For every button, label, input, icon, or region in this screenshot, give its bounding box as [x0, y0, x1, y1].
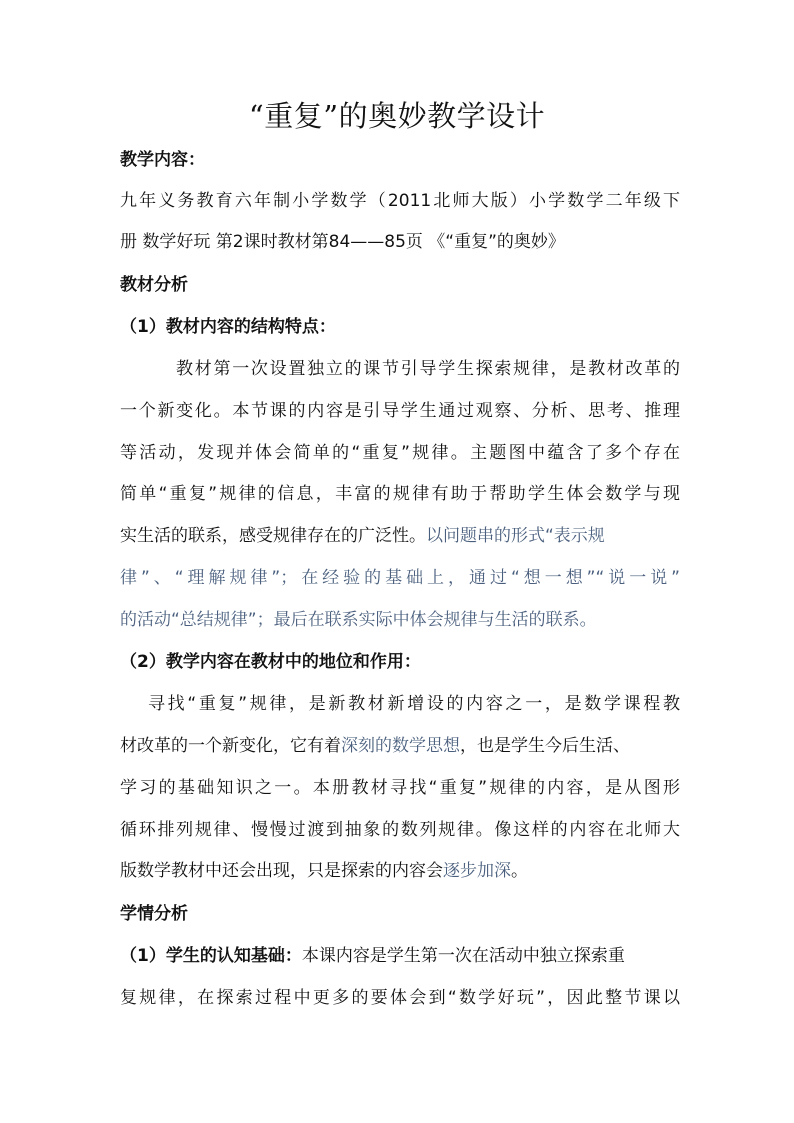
- paragraph-2-line-4: 循环排列规律、慢慢过渡到抽象的数列规律。像这样的内容在北师大: [120, 820, 680, 840]
- subheading-structure-features: （1）教材内容的结构特点：: [120, 317, 336, 337]
- paragraph-1-line-1: 教材第一次设置独立的课节引导学生探索规律，是教材改革的: [176, 359, 680, 379]
- paragraph-1-line-5-highlight: 以问题串的形式“表示规: [426, 526, 605, 546]
- paragraph-2-line-5-text-a: 版数学教材中还会出现，只是探索的内容会: [120, 861, 443, 881]
- paragraph-2-line-5: [120, 858, 680, 884]
- paragraph-3-line-1-text: 本课内容是学生第一次在活动中独立探索重: [301, 946, 625, 966]
- paragraph-1-line-5: [120, 523, 680, 549]
- section-heading-teaching-content: 教学内容：: [120, 150, 205, 170]
- paragraph-2-line-3: 学习的基础知识之一。本册教材寻找“重复”规律的内容，是从图形: [120, 778, 680, 798]
- paragraph-1-line-4: 简单“重复”规律的信息，丰富的规律有助于帮助学生体会数学与现: [120, 484, 680, 504]
- paragraph-2-line-5-text-c: 。: [511, 861, 528, 881]
- paragraph-1-line-6: 律”、“理解规律”；在经验的基础上，通过“想一想”“说一说”: [120, 568, 680, 588]
- paragraph-1-line-2: 一个新变化。本节课的内容是引导学生通过观察、分析、思考、推理: [120, 401, 680, 421]
- teaching-content-line-1: 九年义务教育六年制小学数学（2011北师大版）小学数学二年级下: [120, 191, 680, 211]
- paragraph-3-line-2: 复规律，在探索过程中更多的要体会到“数学好玩”，因此整节课以: [120, 988, 680, 1008]
- paragraph-2-line-2: [120, 733, 680, 759]
- paragraph-3-label: （1）学生的认知基础：: [120, 946, 302, 966]
- paragraph-2-line-2-text-c: ，也是学生今后生活、: [460, 736, 630, 756]
- paragraph-1-line-7: 的活动“总结规律”；最后在联系实际中体会规律与生活的联系。: [120, 610, 597, 630]
- section-heading-material-analysis: 教材分析: [120, 275, 188, 295]
- teaching-content-line-2: 册 数学好玩 第2课时教材第84——85页 《“重复”的奥妙》: [120, 232, 565, 252]
- paragraph-2-line-5-highlight: 逐步加深: [443, 861, 511, 881]
- paragraph-2-line-2-highlight: 深刻的数学思想: [341, 736, 460, 756]
- paragraph-3-line-1: [120, 943, 680, 969]
- paragraph-1-line-3: 等活动，发现并体会简单的“重复”规律。主题图中蕴含了多个存在: [120, 443, 680, 463]
- paragraph-2-line-2-text-a: 材改革的一个新变化，它有着: [120, 736, 341, 756]
- subheading-position-role: （2）教学内容在教材中的地位和作用：: [120, 652, 421, 672]
- paragraph-1-line-5-text: 实生活的联系，感受规律存在的广泛性。: [120, 526, 426, 546]
- paragraph-2-line-1: 寻找“重复”规律，是新教材新增设的内容之一，是数学课程教: [148, 694, 680, 714]
- section-heading-learning-analysis: 学情分析: [120, 904, 188, 924]
- document-title: “重复”的奥妙教学设计: [248, 99, 546, 133]
